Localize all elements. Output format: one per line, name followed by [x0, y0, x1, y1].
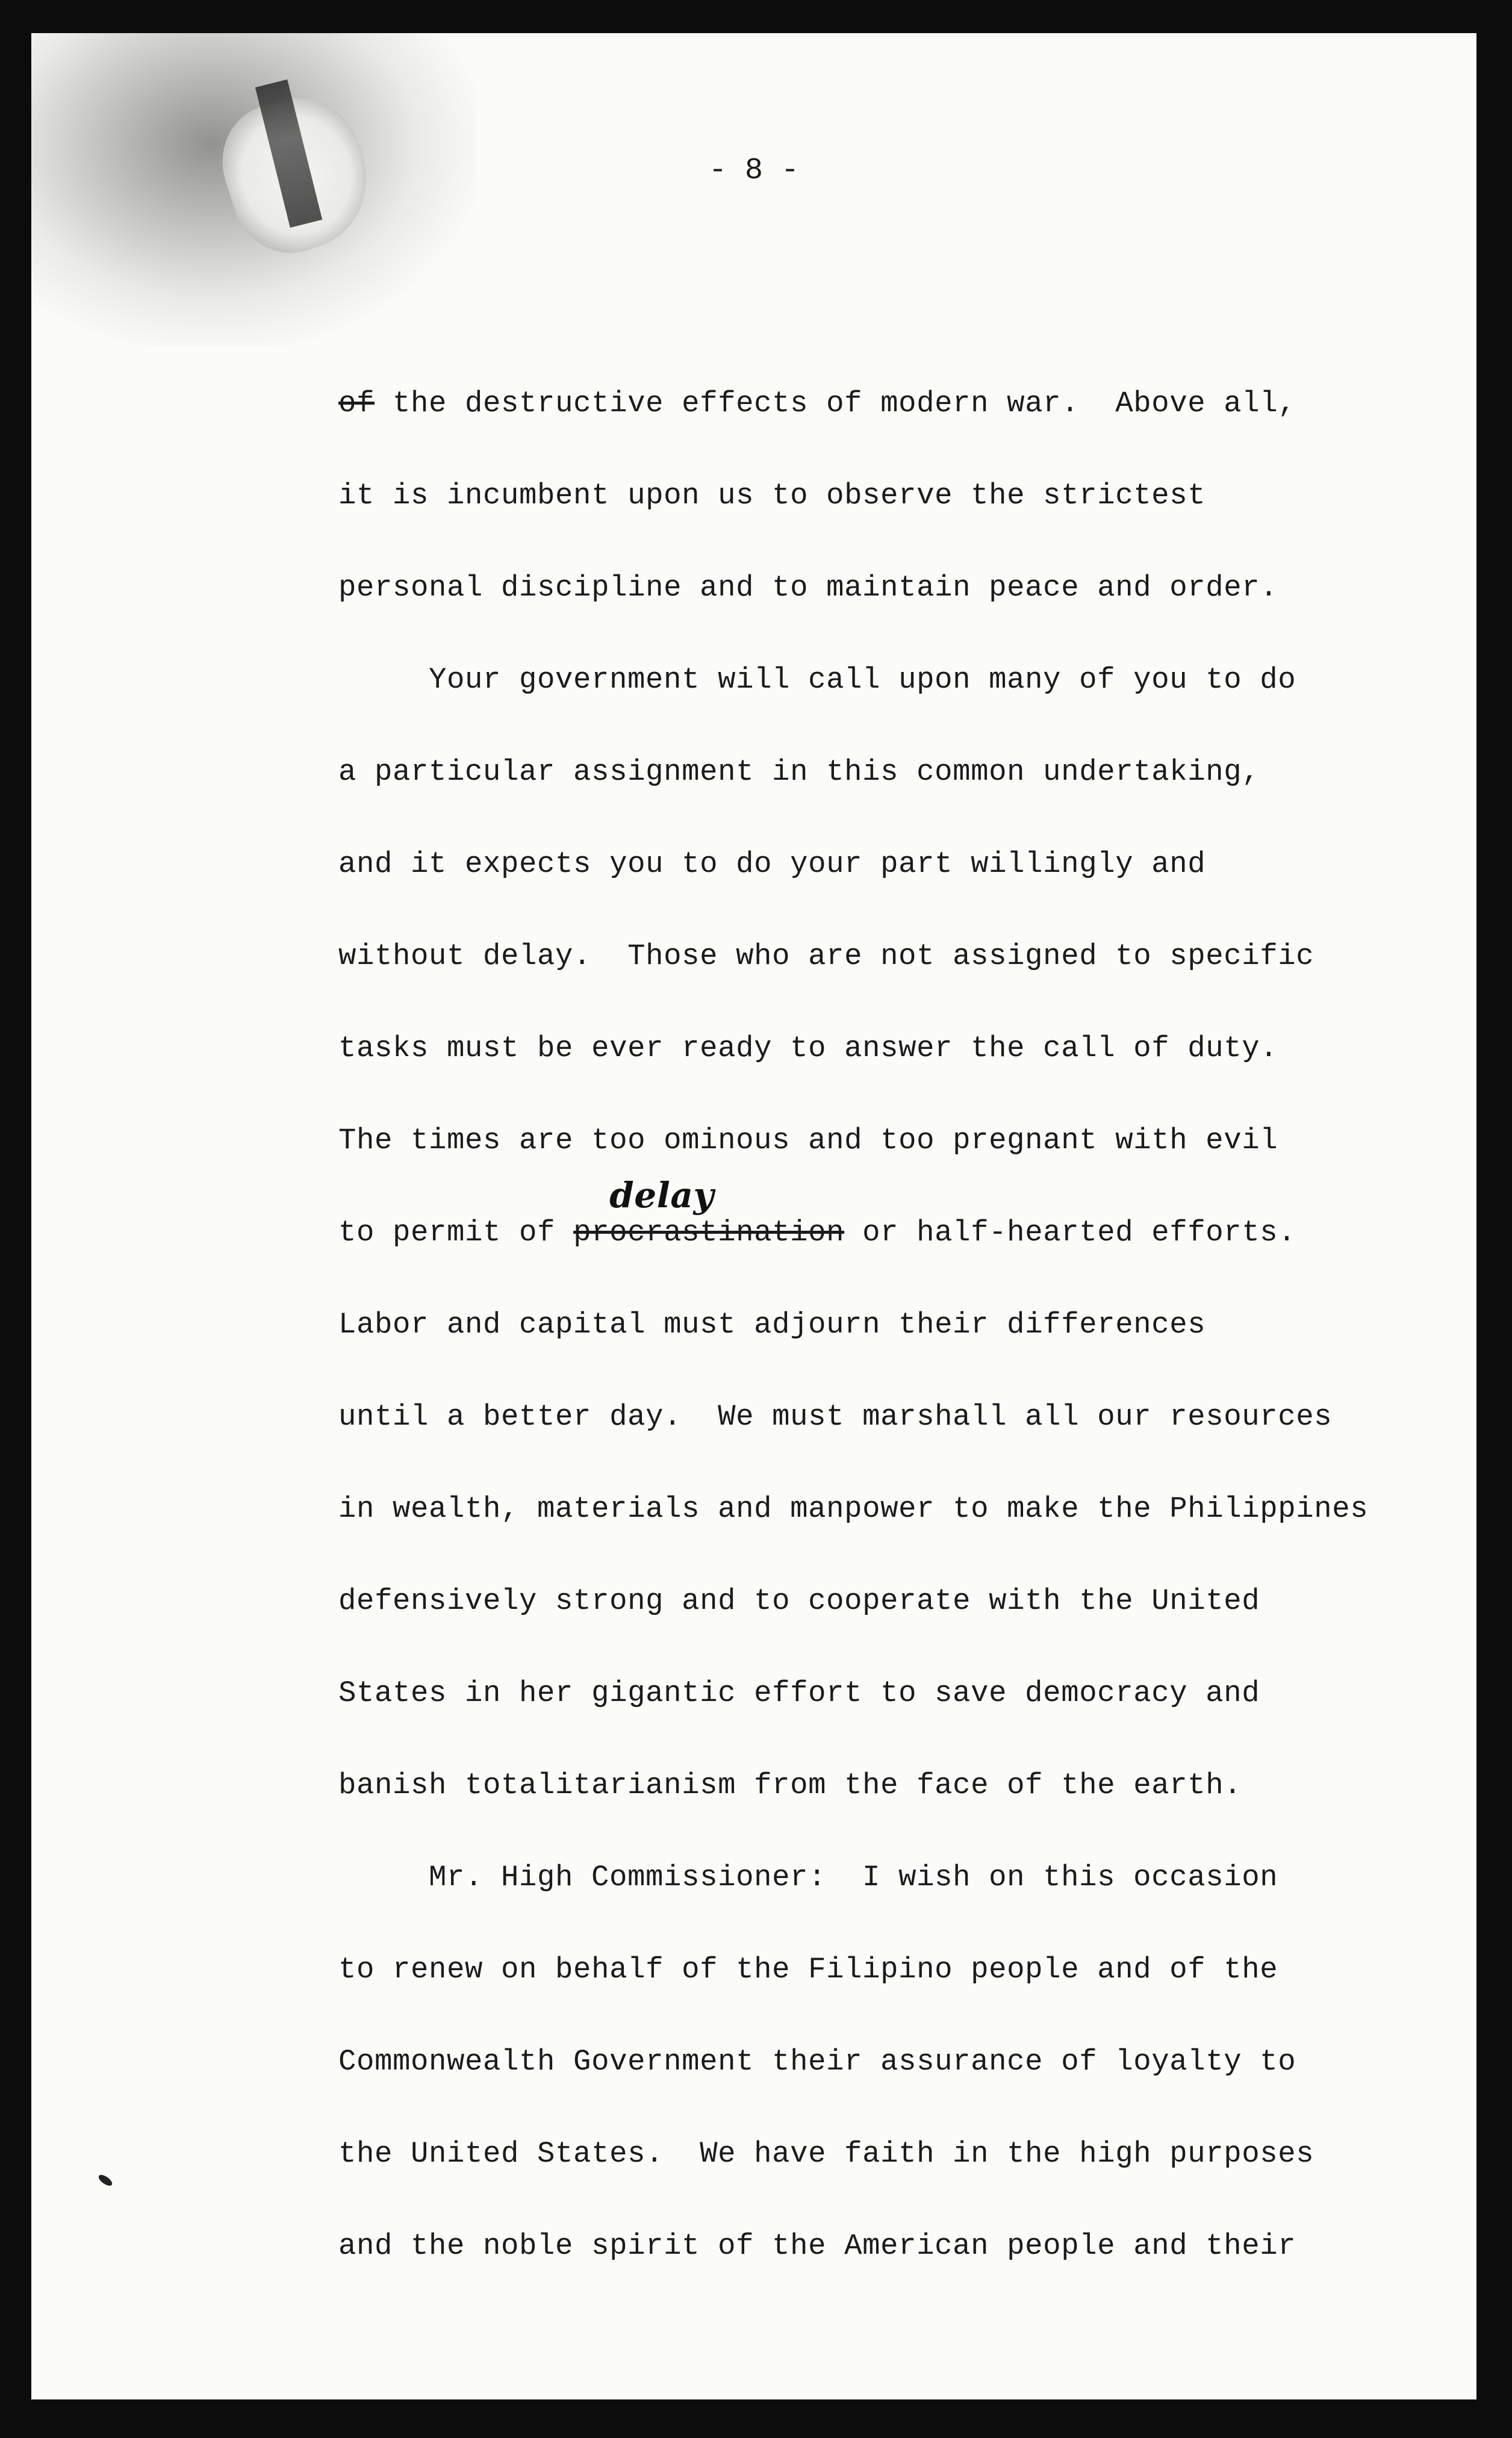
text-line-4: Your government will call upon many of you to do — [429, 663, 1296, 697]
line-text: the destructive effects of modern war. Above all, — [375, 387, 1296, 420]
inserted-word: delay — [609, 1175, 714, 1216]
text-line-18: to renew on behalf of the Filipino people and of the — [338, 1953, 1278, 1986]
text-line-10 — [338, 1175, 1422, 1298]
line-text-after: or half-hearted efforts. — [844, 1216, 1296, 1249]
text-line-12: until a better day. We must marshall all our resources — [338, 1400, 1333, 1434]
text-line-9: The times are too ominous and too pregnant with evil — [338, 1124, 1278, 1157]
text-line-7: without delay. Those who are not assigned to specific — [338, 939, 1314, 973]
line-text-before: to permit of — [338, 1216, 574, 1249]
text-line-1 — [338, 376, 1422, 468]
text-line-13: in wealth, materials and manpower to make the Philippines — [338, 1492, 1369, 1526]
ink-speck — [97, 2173, 114, 2188]
struck-word: procrastination — [573, 1216, 845, 1249]
text-line-16: banish totalitarianism from the face of the earth. — [338, 1768, 1242, 1802]
struck-word: of — [338, 387, 375, 420]
text-line-14: defensively strong and to cooperate with the United — [338, 1584, 1260, 1618]
text-line-6: and it expects you to do your part willingly and — [338, 847, 1206, 881]
text-line-19: Commonwealth Government their assurance of loyalty to — [338, 2045, 1296, 2079]
text-line-15: States in her gigantic effort to save democracy and — [338, 1676, 1260, 1710]
text-line-11: Labor and capital must adjourn their differences — [338, 1308, 1206, 1342]
text-line-8: tasks must be ever ready to answer the call of duty. — [338, 1031, 1278, 1065]
page-number: - 8 - — [708, 154, 800, 188]
text-line-3: personal discipline and to maintain peace and order. — [338, 571, 1278, 605]
text-line-5: a particular assignment in this common undertaking, — [338, 755, 1260, 789]
text-line-2: it is incumbent upon us to observe the strictest — [338, 479, 1206, 512]
text-line-17: Mr. High Commissioner: I wish on this occasion — [429, 1861, 1278, 1894]
document-page — [31, 33, 1476, 2399]
text-line-20: the United States. We have faith in the high purposes — [338, 2137, 1314, 2171]
text-line-21: and the noble spirit of the American people and their — [338, 2229, 1296, 2263]
typed-body-text — [338, 376, 1422, 2311]
handwritten-correction — [573, 1175, 845, 1260]
